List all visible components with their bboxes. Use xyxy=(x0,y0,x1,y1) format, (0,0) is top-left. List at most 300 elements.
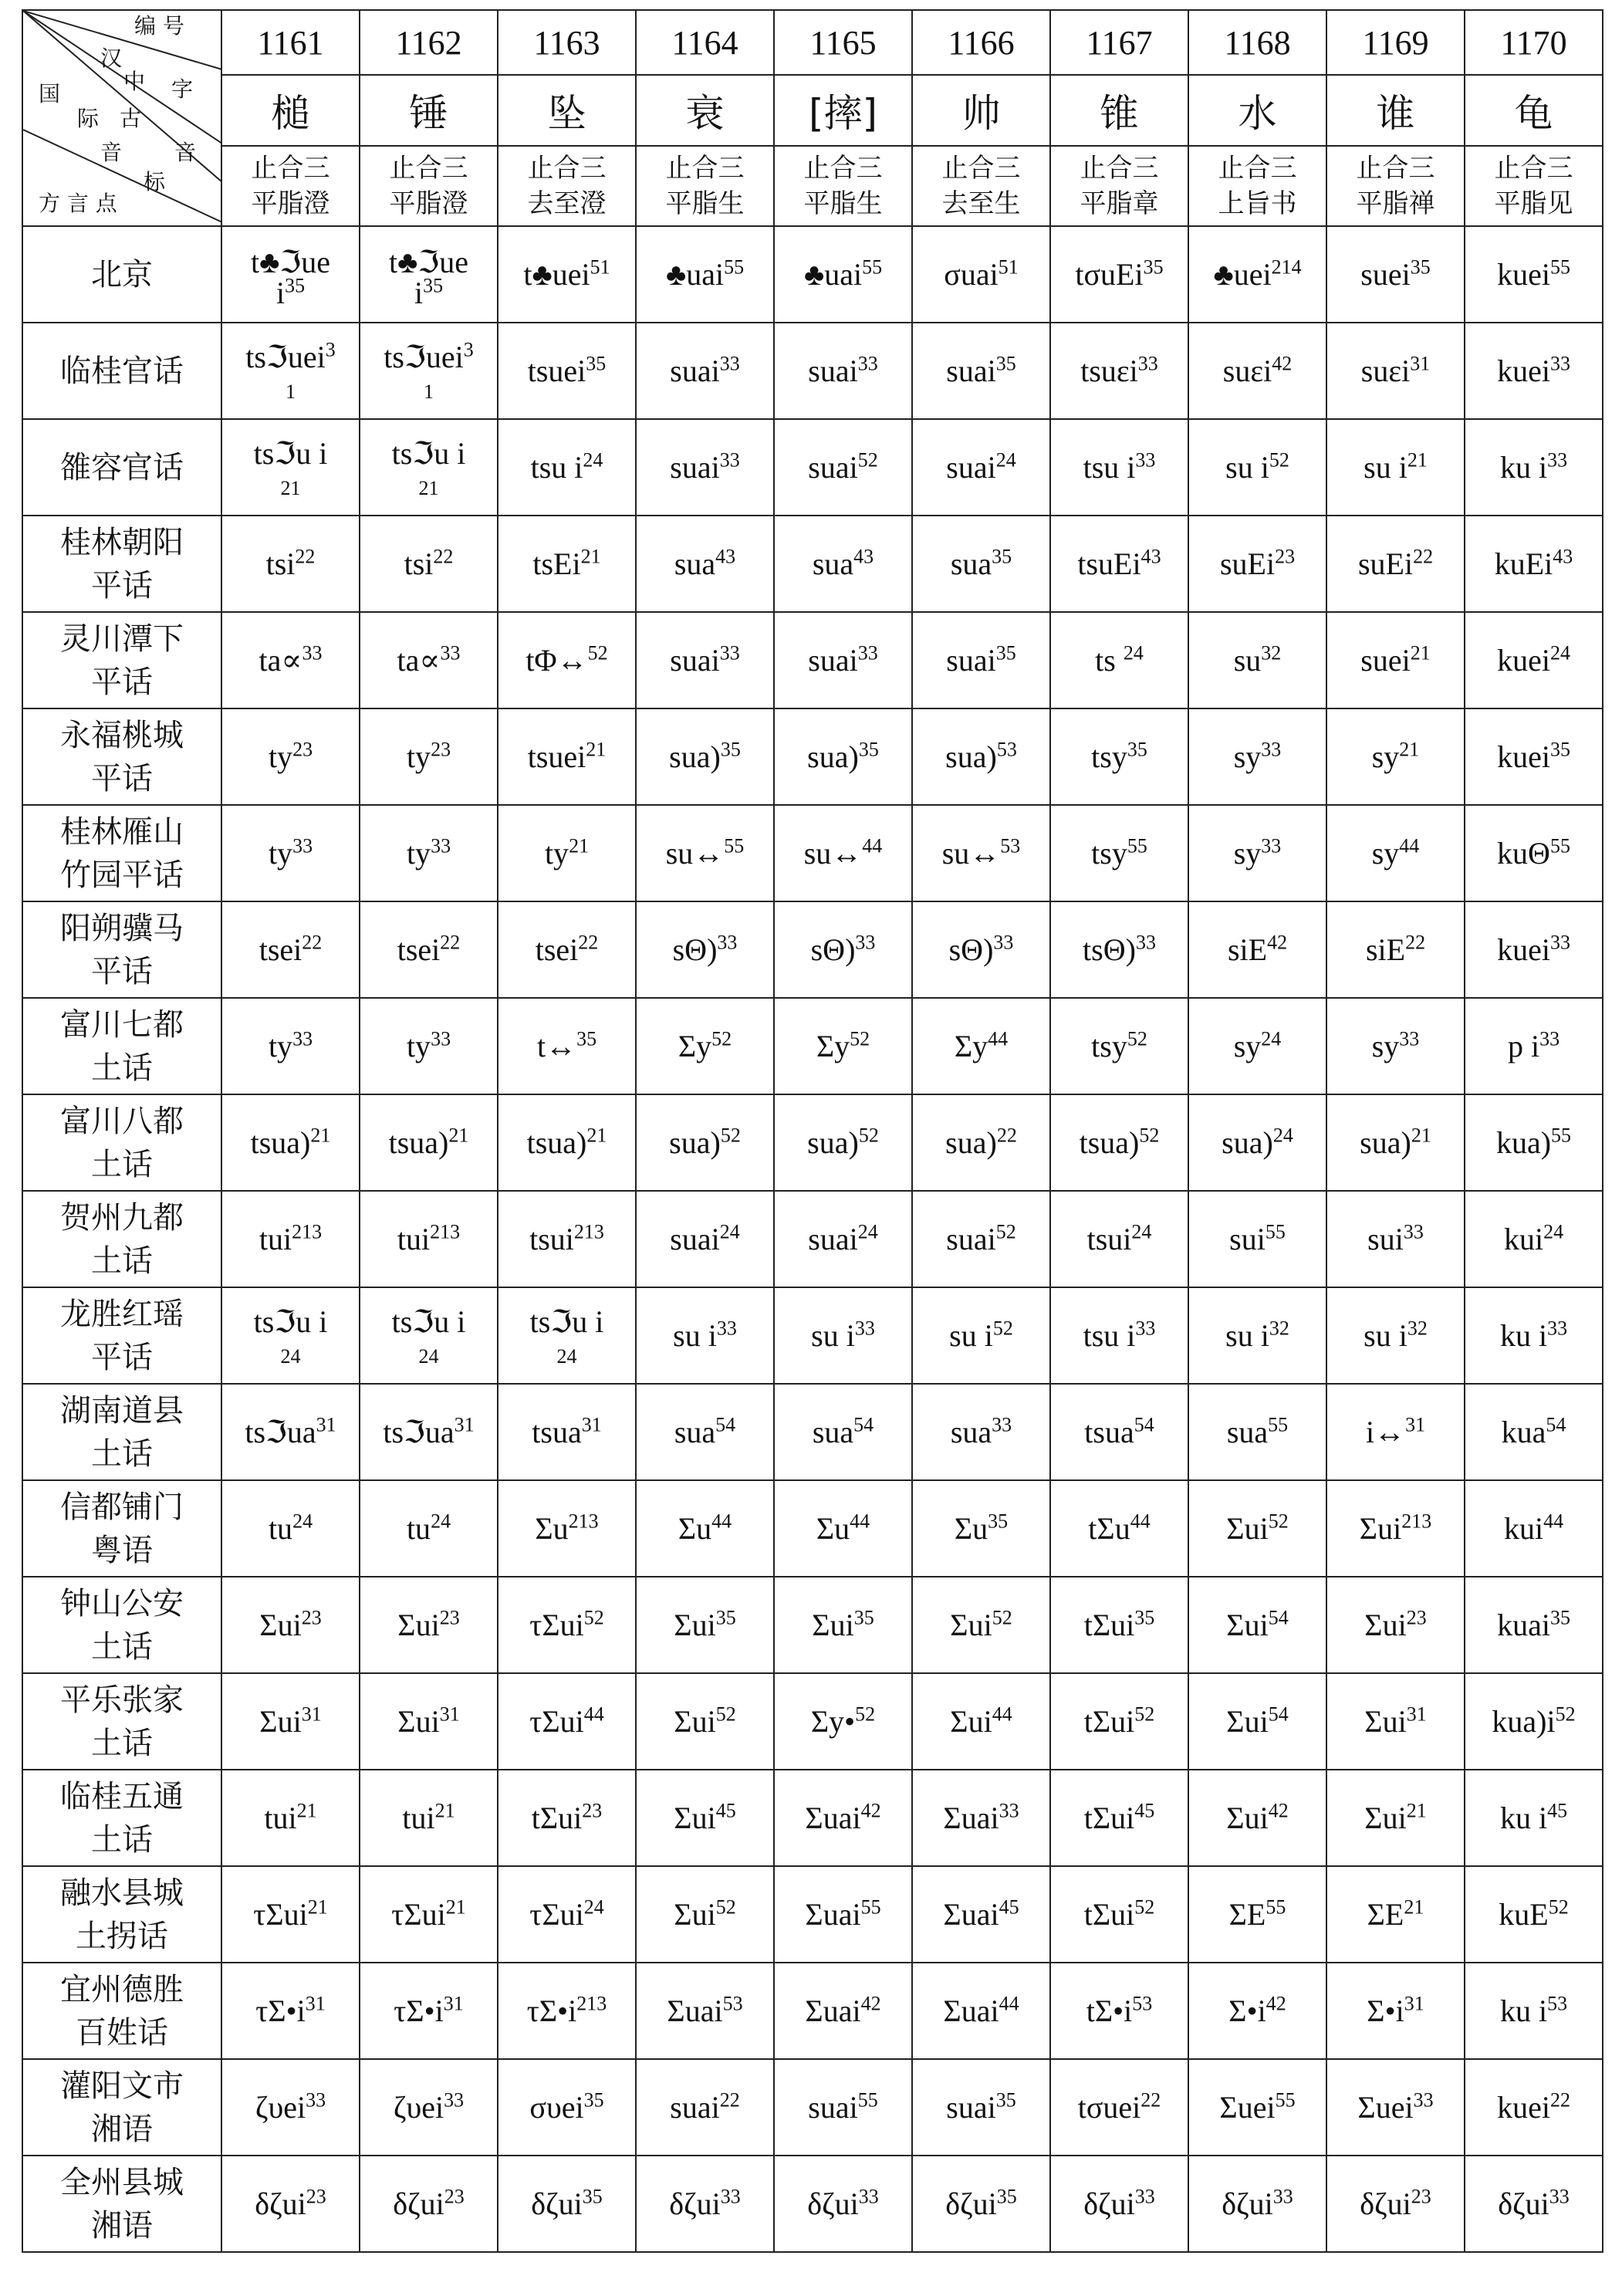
ipa-cell xyxy=(360,1480,498,1577)
ipa-cell xyxy=(1050,1480,1188,1577)
dialect-name xyxy=(22,1770,221,1866)
ipa-line xyxy=(1465,1317,1602,1354)
ipa-base: suεi xyxy=(1360,353,1411,388)
ipa-line xyxy=(498,256,635,292)
dialect-row xyxy=(22,1866,1603,1963)
ipa-line xyxy=(498,1993,635,2029)
tone-number: 55 xyxy=(1551,1124,1572,1147)
ipa-base: Σy xyxy=(816,1029,850,1063)
ipa-cell xyxy=(1050,1384,1188,1480)
ipa-base: Σu xyxy=(678,1511,712,1546)
tone-number: 3 xyxy=(325,338,336,361)
ipa-base: kuΘ xyxy=(1497,836,1550,871)
ipa-cell xyxy=(498,419,636,516)
ipa-cell xyxy=(774,516,912,612)
ipa-line xyxy=(498,353,635,389)
ipa-base: sua) xyxy=(1360,1125,1411,1160)
ipa-cell xyxy=(636,1287,774,1384)
dialect-name xyxy=(22,1577,221,1673)
ipa-base: δζui xyxy=(1083,2186,1135,2221)
ipa-cell xyxy=(774,1287,912,1384)
ipa-cell xyxy=(1465,1191,1603,1287)
tone-number: 3 xyxy=(463,338,474,361)
middle-chinese-line-1: 止合三 xyxy=(1080,153,1159,184)
tone-number: 33 xyxy=(1137,352,1158,375)
tone-number: 52 xyxy=(1134,1703,1155,1726)
dialect-name-line: 信都铺门 xyxy=(60,1489,184,1525)
tone-number: 35 xyxy=(720,738,741,761)
ipa-cell xyxy=(636,1480,774,1577)
middle-chinese-line-1: 止合三 xyxy=(389,153,468,184)
ipa-line xyxy=(1189,1124,1326,1161)
tone-number: 55 xyxy=(860,1895,881,1919)
ipa-base: Σui xyxy=(674,1704,716,1739)
middle-chinese-line-1: 止合三 xyxy=(1494,153,1573,184)
ipa-cell xyxy=(774,226,912,323)
ipa-line xyxy=(1327,1993,1464,2029)
corner-label-zhong: 中 xyxy=(123,69,146,94)
ipa-cell xyxy=(774,805,912,901)
tone-number: 24 xyxy=(583,1895,604,1919)
ipa-cell xyxy=(912,1963,1050,2059)
ipa-cell xyxy=(1188,1384,1326,1480)
ipa-base: Σui xyxy=(259,1704,302,1739)
ipa-base: sua xyxy=(674,1415,716,1449)
ipa-line xyxy=(360,1124,497,1161)
ipa-base: tsi xyxy=(265,546,296,581)
ipa-cell xyxy=(360,1770,498,1866)
ipa-line xyxy=(1327,353,1464,389)
ipa-cell xyxy=(221,323,360,419)
ipa-base: Σui xyxy=(397,1704,440,1739)
tone-number: 23 xyxy=(301,1606,322,1629)
ipa-cell xyxy=(774,1577,912,1673)
column-character: 槌 xyxy=(221,75,360,146)
tone-number: 213 xyxy=(1401,1510,1432,1533)
ipa-base: δζui xyxy=(531,2186,583,2221)
ipa-base: sua) xyxy=(945,739,997,774)
ipa-base: δζui xyxy=(393,2186,444,2221)
ipa-line xyxy=(1189,1028,1326,1064)
ipa-base: suai xyxy=(946,1222,996,1256)
ipa-line xyxy=(1327,2089,1464,2125)
ipa-base: suai xyxy=(670,1222,720,1256)
dialect-name-line: 桂林朝阳 xyxy=(60,524,184,560)
ipa-cell xyxy=(1465,1963,1603,2059)
column-character: [摔] xyxy=(774,75,912,146)
header-number-row xyxy=(22,10,1603,75)
ipa-base: δζui xyxy=(255,2186,306,2221)
ipa-line xyxy=(222,1221,359,1257)
dialect-name-line: 北京 xyxy=(91,256,153,292)
ipa-cell xyxy=(1188,708,1326,805)
tone-number: 53 xyxy=(1132,1992,1153,2015)
ipa-line xyxy=(1051,353,1188,389)
ipa-base: Σuai xyxy=(943,1897,999,1932)
ipa-base: kuei xyxy=(1497,2090,1550,2125)
ipa-cell xyxy=(221,2059,360,2156)
ipa-base: Σ•i xyxy=(1228,1993,1266,2028)
ipa-base: sΘ) xyxy=(672,932,718,967)
tone-number: 31 xyxy=(305,1992,326,2015)
ipa-cell xyxy=(774,419,912,516)
ipa-line xyxy=(1189,739,1326,775)
ipa-cell xyxy=(221,612,360,708)
ipa-line xyxy=(360,377,497,404)
ipa-line xyxy=(913,1317,1049,1354)
dialect-name-line: 粤语 xyxy=(91,1532,153,1568)
ipa-cell xyxy=(360,708,498,805)
ipa-line xyxy=(1465,546,1602,582)
ipa-line xyxy=(1051,546,1188,582)
ipa-cell xyxy=(1326,1384,1465,1480)
ipa-cell xyxy=(360,805,498,901)
ipa-line xyxy=(498,1607,635,1643)
ipa-base: tsei xyxy=(259,932,302,967)
ipa-line xyxy=(1465,2089,1602,2125)
ipa-cell xyxy=(498,708,636,805)
ipa-cell xyxy=(1050,323,1188,419)
ipa-base: ♣uei xyxy=(1213,257,1272,292)
tone-number: 24 xyxy=(995,448,1016,472)
ipa-cell xyxy=(360,901,498,998)
tone-number: 35 xyxy=(1134,1606,1155,1629)
ipa-line xyxy=(1327,546,1464,582)
tone-number: 35 xyxy=(583,2088,604,2112)
ipa-line xyxy=(1189,2186,1326,2222)
ipa-cell xyxy=(636,1770,774,1866)
dialect-row xyxy=(22,1673,1603,1770)
tone-number: 31 xyxy=(1410,352,1431,375)
ipa-cell xyxy=(360,998,498,1094)
tone-number: 24 xyxy=(431,1510,451,1533)
ipa-line xyxy=(913,835,1049,871)
column-character: 帅 xyxy=(912,75,1050,146)
ipa-cell xyxy=(912,2156,1050,2252)
ipa-base: suai xyxy=(808,2090,858,2125)
ipa-base: sua) xyxy=(669,1125,721,1160)
tone-number: 21 xyxy=(586,738,607,761)
ipa-cell xyxy=(1465,1673,1603,1770)
tone-number: 33 xyxy=(292,1027,313,1050)
ipa-cell xyxy=(1050,2059,1188,2156)
ipa-base: suai xyxy=(946,643,996,678)
ipa-line xyxy=(222,835,359,871)
ipa-line xyxy=(1189,835,1326,871)
tone-number: 43 xyxy=(1140,545,1161,568)
tone-number: 24 xyxy=(418,1344,439,1368)
ipa-line xyxy=(1327,2186,1464,2222)
dialect-name-line: 土话 xyxy=(91,1146,153,1182)
ipa-line xyxy=(1465,1703,1602,1740)
ipa-cell xyxy=(1188,226,1326,323)
ipa-base: Σui xyxy=(259,1608,302,1642)
tone-number: 54 xyxy=(1546,1413,1566,1436)
tone-number: 23 xyxy=(1411,2185,1431,2208)
ipa-cell xyxy=(1188,1963,1326,2059)
tone-number: 22 xyxy=(1549,2088,1570,2112)
tone-number: 21 xyxy=(448,1124,469,1147)
ipa-cell xyxy=(1188,419,1326,516)
ipa-base: tΦ↔ xyxy=(525,643,588,678)
ipa-line xyxy=(637,1221,773,1257)
tone-number: 35 xyxy=(995,2088,1016,2112)
tone-number: 21 xyxy=(280,476,301,499)
ipa-line xyxy=(1189,546,1326,582)
tone-number: 21 xyxy=(1406,1799,1427,1822)
tone-number: 33 xyxy=(858,2185,879,2208)
tone-number: 33 xyxy=(719,352,740,375)
dialect-name xyxy=(22,1673,221,1770)
tone-number: 24 xyxy=(280,1344,301,1368)
dialect-name-line: 平话 xyxy=(91,567,153,604)
ipa-cell xyxy=(1465,226,1603,323)
ipa-cell xyxy=(221,901,360,998)
tone-number: 22 xyxy=(996,1124,1017,1147)
ipa-cell xyxy=(1326,323,1465,419)
ipa-line xyxy=(1189,642,1326,678)
ipa-base: tu xyxy=(268,1511,293,1546)
tone-number: 42 xyxy=(1268,1799,1289,1822)
ipa-base: ty xyxy=(268,1029,293,1063)
dialect-name-line: 平话 xyxy=(91,664,153,700)
ipa-line xyxy=(360,473,497,500)
ipa-base: suai xyxy=(808,353,858,388)
ipa-line xyxy=(1327,1607,1464,1643)
dialect-row xyxy=(22,1577,1603,1673)
ipa-cell xyxy=(1465,2156,1603,2252)
ipa-cell xyxy=(1188,323,1326,419)
ipa-base: ty xyxy=(406,1029,431,1063)
ipa-cell xyxy=(1326,419,1465,516)
ipa-line xyxy=(913,353,1049,389)
ipa-line xyxy=(1189,1221,1326,1257)
dialect-name-line: 土话 xyxy=(91,1628,153,1665)
ipa-line xyxy=(1327,835,1464,871)
corner-label-zi: 字 xyxy=(171,76,194,102)
ipa-cell xyxy=(498,1866,636,1963)
ipa-cell xyxy=(498,516,636,612)
tone-number: 21 xyxy=(434,1799,455,1822)
ipa-base: ty xyxy=(268,739,293,774)
ipa-line xyxy=(222,1028,359,1064)
ipa-cell xyxy=(912,419,1050,516)
ipa-cell xyxy=(1465,1384,1603,1480)
tone-number: 42 xyxy=(1267,931,1288,954)
tone-number: 52 xyxy=(992,1317,1013,1340)
ipa-cell xyxy=(1465,323,1603,419)
dialect-row xyxy=(22,708,1603,805)
ipa-base: tui xyxy=(397,1222,431,1256)
ipa-line xyxy=(637,1124,773,1161)
ipa-cell xyxy=(1050,612,1188,708)
ipa-cell xyxy=(912,901,1050,998)
ipa-cell xyxy=(360,1963,498,2059)
tone-number: 31 xyxy=(1405,1413,1426,1436)
dialect-row xyxy=(22,805,1603,901)
tone-number: 42 xyxy=(860,1799,881,1822)
dialect-row xyxy=(22,516,1603,612)
ipa-line xyxy=(1465,642,1602,678)
tone-number: 52 xyxy=(858,1124,879,1147)
dialect-name-line: 平话 xyxy=(91,1339,153,1375)
tone-number: 213 xyxy=(576,1992,607,2015)
dialect-row xyxy=(22,998,1603,1094)
ipa-line xyxy=(1465,1414,1602,1450)
ipa-cell xyxy=(1465,805,1603,901)
ipa-cell xyxy=(221,1480,360,1577)
ipa-base: Σui xyxy=(397,1608,440,1642)
ipa-line xyxy=(775,1028,911,1064)
ipa-cell xyxy=(498,612,636,708)
ipa-cell xyxy=(498,805,636,901)
tone-number: 33 xyxy=(719,448,740,472)
ipa-line xyxy=(1465,739,1602,775)
ipa-base: su↔ xyxy=(941,836,1001,871)
tone-number: 33 xyxy=(1549,931,1570,954)
ipa-cell xyxy=(221,1191,360,1287)
tone-number: 33 xyxy=(1547,448,1568,472)
ipa-base: kuEi xyxy=(1494,546,1553,581)
ipa-base: δζui xyxy=(945,2186,997,2221)
ipa-base: τΣui xyxy=(529,1704,584,1739)
middle-chinese-line-1: 止合三 xyxy=(803,153,883,184)
tone-number: 35 xyxy=(582,2185,603,2208)
ipa-line xyxy=(637,1703,773,1740)
column-number: 1163 xyxy=(498,10,636,75)
tone-number: 24 xyxy=(1261,1027,1282,1050)
ipa-base: δζui xyxy=(1498,2186,1549,2221)
ipa-base: Σuei xyxy=(1357,2090,1414,2125)
tone-number: 31 xyxy=(1406,1703,1427,1726)
ipa-cell xyxy=(360,1866,498,1963)
ipa-cell xyxy=(912,1673,1050,1770)
tone-number: 42 xyxy=(1272,352,1293,375)
dialect-name-line: 土话 xyxy=(91,1821,153,1858)
tone-number: 33 xyxy=(1272,2185,1293,2208)
tone-number: 35 xyxy=(995,641,1016,664)
ipa-line xyxy=(637,1510,773,1547)
ipa-cell xyxy=(636,1866,774,1963)
ipa-line xyxy=(498,546,635,582)
ipa-base: ta∝ xyxy=(259,643,302,678)
ipa-cell xyxy=(221,516,360,612)
ipa-cell xyxy=(360,1673,498,1770)
tone-number: 43 xyxy=(853,545,874,568)
ipa-base: sy xyxy=(1371,836,1400,871)
ipa-cell xyxy=(1050,226,1188,323)
ipa-cell xyxy=(636,516,774,612)
ipa-line xyxy=(222,932,359,968)
ipa-cell xyxy=(636,805,774,901)
ipa-cell xyxy=(1050,1770,1188,1866)
ipa-cell xyxy=(360,419,498,516)
ipa-line xyxy=(775,1896,911,1932)
middle-chinese-line-1: 止合三 xyxy=(1218,153,1297,184)
tone-number: 214 xyxy=(1271,255,1302,279)
ipa-line xyxy=(498,1341,635,1368)
dialect-name xyxy=(22,323,221,419)
ipa-cell xyxy=(221,1577,360,1673)
ipa-base: Σui xyxy=(1226,1511,1269,1546)
column-middle-chinese xyxy=(1465,146,1603,226)
column-middle-chinese xyxy=(221,146,360,226)
tone-number: 55 xyxy=(1265,1220,1286,1243)
tone-number: 52 xyxy=(1555,1703,1576,1726)
ipa-line xyxy=(222,2186,359,2222)
tone-number: 33 xyxy=(302,641,323,664)
ipa-line xyxy=(222,739,359,775)
ipa-line xyxy=(1189,1703,1326,1740)
tone-number: 33 xyxy=(857,352,878,375)
ipa-base: ku i xyxy=(1499,1993,1548,2028)
ipa-cell xyxy=(1326,516,1465,612)
ipa-line xyxy=(222,1896,359,1932)
tone-number: 33 xyxy=(855,931,876,954)
tone-number: 22 xyxy=(295,545,316,568)
tone-number: 35 xyxy=(853,1606,874,1629)
ipa-base: ♣uai xyxy=(803,257,863,292)
ipa-base: sy xyxy=(1233,836,1262,871)
corner-label-fangyandian: 方 言 点 xyxy=(39,191,117,216)
tone-number: 33 xyxy=(440,641,461,664)
ipa-cell xyxy=(498,1287,636,1384)
tone-number: 55 xyxy=(1549,834,1570,857)
ipa-cell xyxy=(636,708,774,805)
ipa-cell xyxy=(221,419,360,516)
ipa-cell xyxy=(1188,1480,1326,1577)
ipa-cell xyxy=(636,1963,774,2059)
ipa-line xyxy=(1051,1607,1188,1643)
tone-number: 44 xyxy=(850,1510,870,1533)
ipa-cell xyxy=(774,1480,912,1577)
ipa-cell xyxy=(912,2059,1050,2156)
ipa-base: sua) xyxy=(1222,1125,1273,1160)
ipa-line xyxy=(637,1607,773,1643)
ipa-base: sua xyxy=(950,546,992,581)
tone-number: 21 xyxy=(1407,448,1428,472)
ipa-line xyxy=(1051,1221,1188,1257)
dialect-name-line: 灵川潭下 xyxy=(60,620,184,657)
ipa-base: ζυei xyxy=(255,2090,306,2125)
tone-number: 24 xyxy=(1131,1220,1152,1243)
ipa-base: su i xyxy=(1225,450,1269,485)
ipa-base: suEi xyxy=(1219,546,1276,581)
ipa-line xyxy=(1465,1221,1602,1257)
ipa-cell xyxy=(498,901,636,998)
tone-number: 33 xyxy=(444,2088,465,2112)
corner-label-biao: 标 xyxy=(144,169,166,194)
tone-number: 45 xyxy=(999,1895,1019,1919)
ipa-base: tsEi xyxy=(532,546,581,581)
tone-number: 33 xyxy=(1547,1317,1568,1340)
ipa-base: tΣui xyxy=(1083,1608,1135,1642)
tone-number: 32 xyxy=(1261,641,1282,664)
ipa-cell xyxy=(636,998,774,1094)
ipa-line xyxy=(360,1414,497,1450)
ipa-line xyxy=(913,2089,1049,2125)
ipa-cell xyxy=(360,1577,498,1673)
ipa-base: tu xyxy=(406,1511,431,1546)
tone-number: 44 xyxy=(999,1992,1019,2015)
ipa-base: ty xyxy=(406,836,431,871)
dialect-row xyxy=(22,612,1603,708)
dialect-name xyxy=(22,516,221,612)
ipa-base: sua xyxy=(950,1415,992,1449)
ipa-line xyxy=(913,1221,1049,1257)
column-middle-chinese xyxy=(636,146,774,226)
tone-number: 33 xyxy=(306,2088,326,2112)
